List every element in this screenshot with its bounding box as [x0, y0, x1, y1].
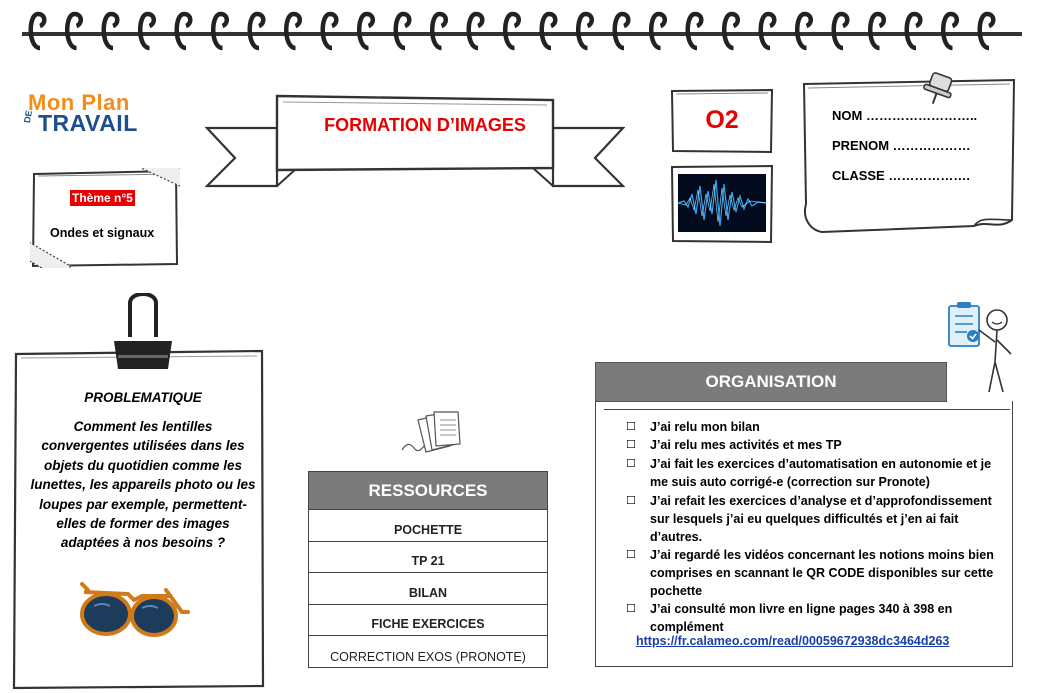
spiral-coil — [615, 14, 629, 48]
checkbox-icon[interactable]: ☐ — [626, 495, 636, 507]
nom-field: NOM …………………….. — [832, 108, 978, 123]
binder-clip-icon — [108, 293, 178, 373]
checklist-item[interactable] — [626, 492, 1006, 546]
checklist-item-text: J’ai consulté mon livre en ligne pages 340 à 398 en complément — [650, 602, 953, 634]
logo-line2: TRAVAIL — [38, 110, 138, 136]
spiral-coil — [359, 14, 373, 48]
checkbox-icon[interactable]: ☐ — [626, 439, 636, 451]
theme-label: Ondes et signaux — [50, 226, 155, 240]
resource-correction-exos: CORRECTION EXOS (PRONOTE) — [330, 649, 526, 664]
spiral-coil — [213, 14, 227, 48]
spiral-coil — [396, 14, 410, 48]
person-checklist-icon — [945, 300, 1015, 400]
organisation-header: ORGANISATION — [595, 362, 947, 402]
code-label: O2 — [705, 106, 739, 134]
spiral-coil — [542, 14, 556, 48]
spiral-coil — [286, 14, 300, 48]
documents-icon — [398, 408, 468, 458]
checklist-item-text: J’ai regardé les vidéos concernant les notions moins bien comprises en scannant le QR CODE disponibles sur cette pochette — [650, 548, 994, 598]
logo-de: DE — [22, 109, 35, 124]
sunglasses-icon — [78, 582, 190, 640]
spiral-coil — [323, 14, 337, 48]
spiral-coil — [834, 14, 848, 48]
checklist-item[interactable] — [626, 455, 1006, 491]
classe-field: CLASSE ………………. — [832, 168, 970, 183]
checkbox-icon[interactable]: ☐ — [626, 549, 636, 561]
spiral-coil — [104, 14, 118, 48]
prenom-field: PRENOM ……………… — [832, 138, 971, 153]
checklist-item[interactable] — [626, 436, 1006, 454]
resources-table — [308, 471, 548, 668]
checklist-item[interactable] — [626, 546, 1006, 600]
spiral-coil — [505, 14, 519, 48]
identity-card — [798, 70, 1020, 242]
sound-wave-icon — [670, 164, 774, 244]
spiral-coil — [980, 14, 994, 48]
checkbox-icon[interactable]: ☐ — [626, 603, 636, 615]
checklist-item-text: J’ai relu mon bilan — [650, 420, 760, 434]
spiral-coil — [907, 14, 921, 48]
calameo-link[interactable]: https://fr.calameo.com/read/00059672938dc3464d263 — [636, 634, 950, 648]
spiral-coil — [31, 14, 45, 48]
resource-pochette: POCHETTE — [309, 510, 547, 542]
spiral-coil — [578, 14, 592, 48]
spiral-coil — [724, 14, 738, 48]
spiral-coil — [761, 14, 775, 48]
checklist-item[interactable] — [626, 418, 1006, 436]
checklist-item-text: J’ai relu mes activités et mes TP — [650, 438, 842, 452]
theme-badge: Thème n°5 — [72, 191, 133, 205]
checklist-item[interactable] — [626, 600, 1006, 636]
organisation-divider — [604, 409, 1010, 410]
spiral-coil — [870, 14, 884, 48]
resources-header: RESSOURCES — [309, 472, 547, 510]
problematique-text: Comment les lentilles convergentes utilisées dans les objets du quotidien comme les lunettes, les appareils photo ou les loupes par exemple, permettent-elles de former des images adaptées à nos besoins ? — [30, 419, 256, 551]
spiral-binding-icon — [0, 0, 1049, 60]
resource-tp21: TP 21 — [309, 542, 547, 574]
spiral-coil — [140, 14, 154, 48]
spiral-coil — [943, 14, 957, 48]
spiral-coil — [177, 14, 191, 48]
checkbox-icon[interactable]: ☐ — [626, 458, 636, 470]
spiral-coil — [651, 14, 665, 48]
page-title: FORMATION D’IMAGES — [324, 115, 526, 135]
problematique-title: PROBLEMATIQUE — [84, 390, 202, 405]
checklist-item-text: J’ai fait les exercices d’automatisation en autonomie et je me suis auto corrigé-e (correction sur Pronote) — [650, 457, 992, 489]
logo — [22, 88, 162, 148]
resource-bilan: BILAN — [309, 573, 547, 605]
theme-paper — [30, 168, 180, 268]
spiral-coil — [688, 14, 702, 48]
checklist-item-text: J’ai refait les exercices d’analyse et d’approfondissement sur lesquels j’ai eu quelques difficultés et j’en ai fait d’autres. — [650, 494, 992, 544]
resource-fiche-exercices: FICHE EXERCICES — [309, 605, 547, 637]
spiral-coil — [469, 14, 483, 48]
checkbox-icon[interactable]: ☐ — [626, 421, 636, 433]
spiral-coil — [797, 14, 811, 48]
spiral-coil — [432, 14, 446, 48]
spiral-coil — [250, 14, 264, 48]
title-banner — [205, 88, 625, 203]
logo-line1: Mon Plan — [28, 90, 130, 115]
spiral-coil — [67, 14, 81, 48]
